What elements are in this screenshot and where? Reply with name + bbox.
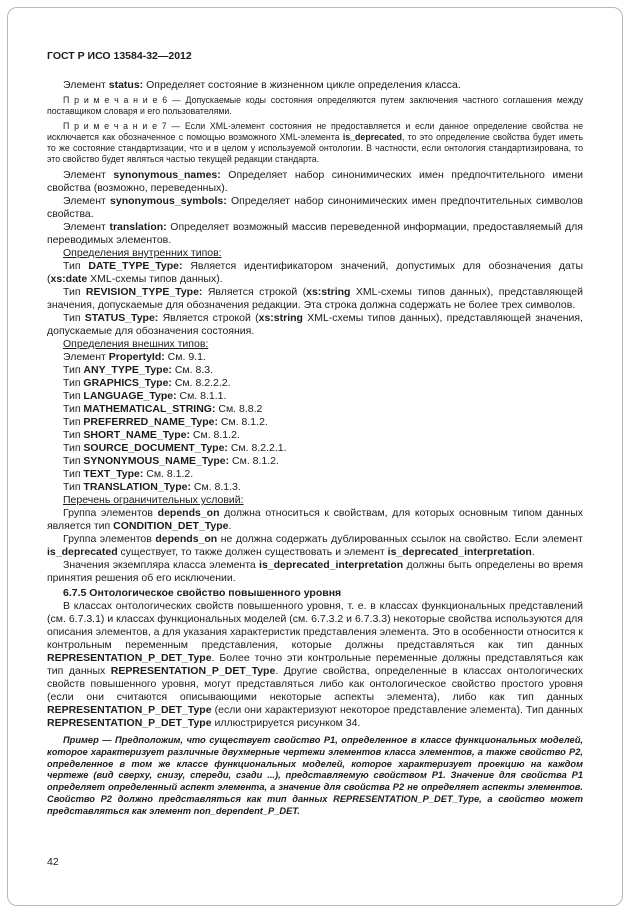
para-synonymous-names: Элемент synonymous_names: Определяет набор синонимических имен предпочтительного имени свойства (возможно, переведенных). [47, 169, 583, 194]
para-translation-type: Тип TRANSLATION_Type: См. 8.1.3. [63, 481, 241, 493]
para-status: Элемент status: Определяет состояние в жизненном цикле определения класса. [63, 79, 461, 91]
para-graphics-type: Тип GRAPHICS_Type: См. 8.2.2.2. [63, 377, 231, 389]
para-text-type: Тип TEXT_Type: См. 8.1.2. [63, 468, 194, 480]
para-translation: Элемент translation: Определяет возможный массив переведенной информации, предоставляемый для переводимых элементов. [47, 221, 583, 246]
para-propertyid: Элемент PropertyId: См. 9.1. [63, 351, 206, 363]
document-body [47, 79, 583, 818]
para-is-deprecated-interpretation: Значения экземпляра класса элемента is_deprecated_interpretation должны быть определены во время принятия решения об его исключении. [47, 559, 584, 584]
label-internal-types: Определения внутренних типов: [63, 247, 222, 259]
para-language-type: Тип LANGUAGE_Type: См. 8.1.1. [63, 390, 227, 402]
note-6: П р и м е ч а н и е 6 — Допускаемые коды состояния определяются путем заключения частного соглашения между поставщиком словаря и его пользователями. [47, 95, 583, 116]
para-mathematical-string: Тип MATHEMATICAL_STRING: См. 8.8.2 [63, 403, 263, 415]
para-any-type: Тип ANY_TYPE_Type: См. 8.3. [63, 364, 213, 376]
document-header: ГОСТ Р ИСО 13584-32—2012 [47, 50, 192, 62]
para-synonymous-name-type: Тип SYNONYMOUS_NAME_Type: См. 8.1.2. [63, 455, 279, 467]
label-external-types: Определения внешних типов: [63, 338, 209, 350]
example-paragraph: Пример — Предположим, что существует свойство Р1, определенное в классе функциональных моделей, которое характеризует различные двухмерные чертежи элементов класса элементов, а также свойство Р2, определенное в том же классе функциональных моделей, которое характеризует проекцию на каждом чертеже (вид сверху, снизу, спереди, сзади ...), представляемую свойством Р1. Значение для свойства Р1 определяет определенный аспект элемента, а значение для свойства Р2 не определяет аспекты элементов. Свойство Р2 должно представляться как тип данных REPRESENTATION_P_DET_Type, а свойство может представляться как элемент non_dependent_P_DET. [47, 735, 583, 816]
label-constraints: Перечень ограничительных условий: [63, 494, 244, 506]
para-source-document-type: Тип SOURCE_DOCUMENT_Type: См. 8.2.2.1. [63, 442, 287, 454]
para-revision-type: Тип REVISION_TYPE_Type: Является строкой (xs:string XML-схемы типов данных), представляющей значения, допускаемые для обозначения редакции. Эта строка должна содержать не более трех символов. [47, 286, 583, 311]
para-synonymous-symbols: Элемент synonymous_symbols: Определяет набор синонимических имен предпочтительных символов свойства. [47, 195, 584, 220]
page-content [47, 50, 583, 818]
para-short-name-type: Тип SHORT_NAME_Type: См. 8.1.2. [63, 429, 240, 441]
para-depends-on-1: Группа элементов depends_on должна относиться к свойствам, для которых основным типом данных является тип CONDITION_DET_Type. [47, 507, 583, 532]
heading-6-7-5: 6.7.5 Онтологическое свойство повышенного уровня [63, 587, 342, 599]
note-7: П р и м е ч а н и е 7 — Если XML-элемент состояния не предоставляется и если данное определение свойства не исключается как обозначенное с помощью возможного XML-элемента is_deprecated, то это определение свойства будет иметь то же состояние стандартизации, что и в целом у используемой онтологии. В частности, если онтология стандартизирована, то это свойство будет являться частью текущей редакции стандарта. [47, 121, 584, 164]
para-preferred-name-type: Тип PREFERRED_NAME_Type: См. 8.1.2. [63, 416, 268, 428]
para-depends-on-2: Группа элементов depends_on не должна содержать дублированных ссылок на свойство. Если элемент is_deprecated существует, то также должен существовать и элемент is_deprecated_interpretation. [47, 533, 583, 558]
para-status-type: Тип STATUS_Type: Является строкой (xs:string XML-схемы типов данных), представляющей значения, допускаемые для обозначения состояния. [47, 312, 584, 337]
page-number: 42 [47, 856, 59, 868]
para-representation: В классах онтологических свойств повышенного уровня, т. е. в классах функциональных представлений (см. 6.7.3.1) и классах функциональных моделей (см. 6.7.3.2 и 6.7.3.3) некоторые свойства используются для описания элементов, а для указания характеристик представления элемента. Это в особенности относится к контрольным переменным представления, которые должны представляться как тип данных REPRESENTATION_P_DET_Type. Более точно эти контрольные переменные должны представляться как тип данных REPRESENTATION_P_DET_Type. Другие свойства, определенные в классах онтологических свойств повышенного уровня, могут представляться либо как онтологическое свойство простого уровня (если они считаются описывающими некоторые аспекты элемента), либо как тип данных REPRESENTATION_P_DET_Type (если они характеризуют некоторое представление элемента). Тип данных REPRESENTATION_P_DET_Type иллюстрируется рисунком 34. [47, 600, 584, 729]
para-date-type: Тип DATE_TYPE_Type: Является идентификатором значений, допустимых для обозначения даты (xs:date XML-схемы типов данных). [47, 260, 584, 285]
